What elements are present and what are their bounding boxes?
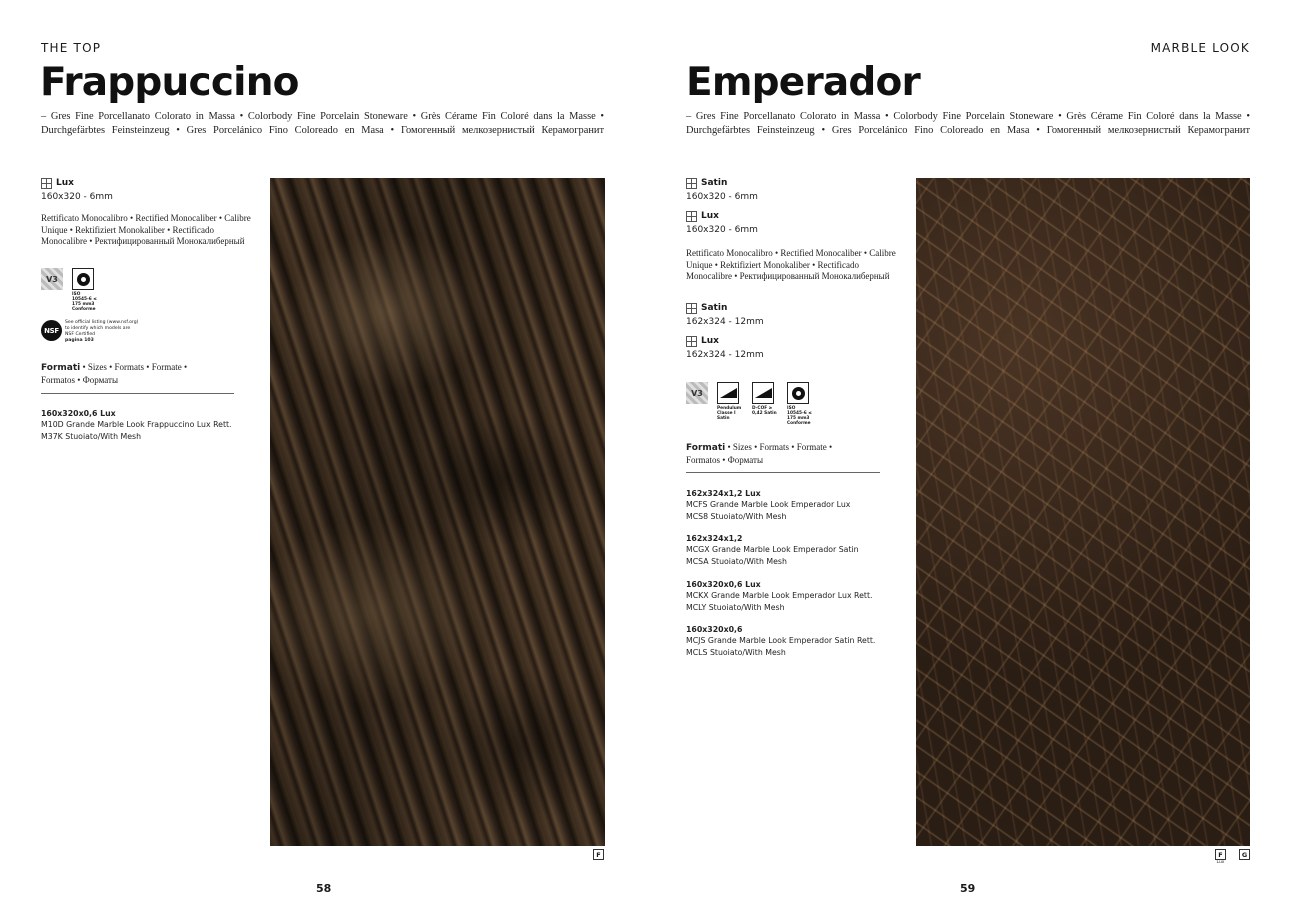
cert-caption: ISO 10545-6 ≤ 175 mm3 Conforme [787,406,812,426]
emperador-slab-image [916,178,1250,846]
subtitle-line: Durchgefärbtes Feinsteinzeug • Gres Porcelánico Fino Coloreado en Masa • Гомогенный мелкозернистый Керамогранит [686,125,1250,136]
entry-code: MCS8 Stuoiato/With Mesh [686,511,787,521]
abrasion-icon [72,268,94,290]
dcof-icon [752,382,774,404]
finish-item [686,303,764,328]
cert-item [717,382,743,421]
nsf-text [65,320,138,344]
nsf-line: NSF Certified [65,332,96,337]
marker-g-icon: G [1239,849,1250,860]
abrasion-icon [787,382,809,404]
finish-icon [41,178,52,189]
entry-code: MCGX Grande Marble Look Emperador Satin [686,545,859,555]
cert-item [787,382,813,426]
finish-icon [686,178,697,189]
formati-heading [686,442,856,466]
finish-name: Satin [701,303,728,313]
format-entry [686,624,875,658]
rectified-text: Rettificato Monocalibro • Rectified Monocaliber • Calibre Unique • Rektifiziert Monokaliber • Rectificado Monocalibre • Ректифицированный Монокалиберный [686,248,896,281]
formati-lead: Formati [686,443,726,453]
cert-item [72,268,98,312]
finish-size: 160x320 - 6mm [41,192,113,202]
format-entry [686,533,859,567]
nsf-line: pagina 103 [65,338,94,343]
nsf-line: to identify which models are [65,326,131,331]
product-title: Frappuccino [40,60,299,105]
divider [686,472,880,473]
nsf-logo-icon: NSF [41,320,62,341]
finish-item [686,336,764,361]
cert-caption: D-COF ≥ 0,42 Satin [752,406,777,416]
finish-marker [1239,849,1250,860]
cert-item [686,382,708,404]
formati-langs: • Sizes • Formats • Formate • Formatos • Форматы [686,442,833,465]
nsf-block [41,320,138,344]
formati-heading [41,362,211,386]
marker-f-icon: F [593,849,604,860]
product-title: Emperador [686,60,920,105]
format-entry [686,579,873,613]
formati-langs: • Sizes • Formats • Formate • Formatos • Форматы [41,362,188,385]
entry-code: MCFS Grande Marble Look Emperador Lux [686,500,851,510]
subtitle-line: – Gres Fine Porcellanato Colorato in Massa • Colorbody Fine Porcelain Stoneware • Grès Cérame Fin Coloré dans la Masse • [41,111,604,122]
entry-code: MCLS Stuoiato/With Mesh [686,647,786,657]
entry-code: MCJS Grande Marble Look Emperador Satin Rett. [686,636,876,646]
finish-size: 162x324 - 12mm [686,350,764,360]
finish-name: Satin [701,178,728,188]
cert-caption: Pendulum Classe I Satin [717,406,742,421]
finish-list [686,178,758,236]
entry-code: M10D Grande Marble Look Frappuccino Lux Rett. [41,420,232,430]
frappuccino-slab-image [270,178,605,846]
rectified-text: Rettificato Monocalibro • Rectified Monocaliber • Calibre Unique • Rektifiziert Monokaliber • Rectificado Monocalibre • Ректифицированный Монокалиберный [41,213,251,246]
entry-code: M37K Stuoiato/With Mesh [41,431,142,441]
cert-item [752,382,778,416]
format-entry [41,408,232,442]
finish-list [41,178,113,203]
finish-name: Lux [701,336,719,346]
v3-icon: V3 [686,382,708,404]
format-entry [686,488,850,522]
marker-f-icon: F [1215,849,1226,860]
entry-code: MCLY Stuoiato/With Mesh [686,602,785,612]
finish-icon [686,211,697,222]
entry-size: 160x320x0,6 Lux [41,409,116,418]
formati-lead: Formati [41,363,81,373]
entry-size: 162x324x1,2 [686,534,743,543]
v3-icon: V3 [41,268,63,290]
finish-marker [1215,849,1226,865]
subtitle-line: Durchgefärbtes Feinsteinzeug • Gres Porcelánico Fino Coloreado en Masa • Гомогенный мелкозернистый Керамогранит [41,125,604,136]
page-number: 58 [316,882,332,895]
product-subtitle [686,110,1250,138]
entry-size: 162x324x1,2 Lux [686,489,761,498]
cert-item [41,268,63,290]
certification-row [686,382,813,426]
finish-list [686,303,764,361]
finish-marker [593,849,604,860]
finish-item [686,211,758,236]
marker-caption: Lux [1216,860,1225,865]
nsf-line: See official listing (www.nsf.org) [65,320,139,325]
entry-code: MCSA Stuoiato/With Mesh [686,556,787,566]
section-label: MARBLE LOOK [1150,41,1250,55]
section-label: THE TOP [41,41,102,55]
finish-name: Lux [56,178,74,188]
finish-size: 160x320 - 6mm [686,192,758,202]
finish-name: Lux [701,211,719,221]
finish-size: 162x324 - 12mm [686,317,764,327]
subtitle-line: – Gres Fine Porcellanato Colorato in Massa • Colorbody Fine Porcelain Stoneware • Grès Cérame Fin Coloré dans la Masse • [686,111,1250,122]
entry-size: 160x320x0,6 [686,625,743,634]
finish-icon [686,303,697,314]
finish-icon [686,336,697,347]
finish-size: 160x320 - 6mm [686,225,758,235]
pendulum-icon [717,382,739,404]
entry-size: 160x320x0,6 Lux [686,580,761,589]
finish-item [686,178,758,203]
entry-code: MCKX Grande Marble Look Emperador Lux Rett. [686,591,873,601]
product-subtitle [41,110,604,138]
page-number: 59 [960,882,976,895]
certification-row [41,268,98,312]
cert-caption: ISO 10545-6 ≤ 175 mm3 Conforme [72,292,97,312]
divider [41,393,234,394]
finish-item [41,178,113,203]
